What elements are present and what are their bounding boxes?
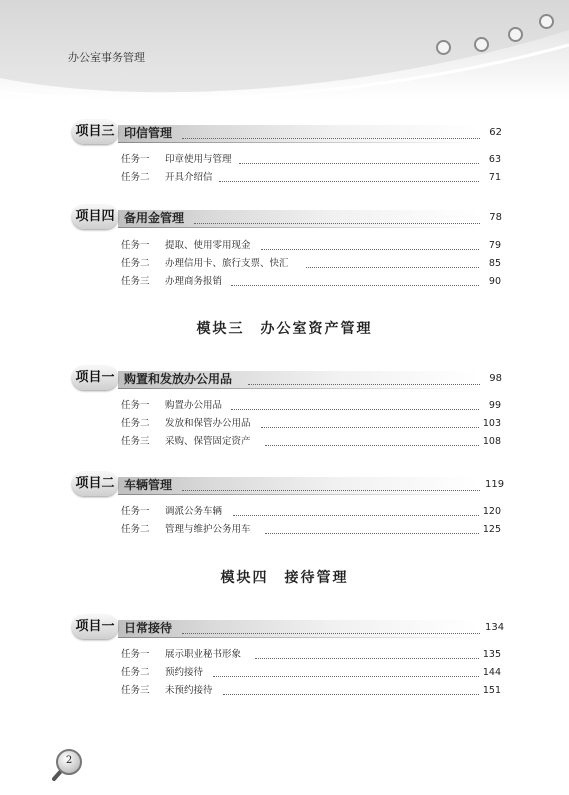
task-title: 印章使用与管理 — [165, 154, 232, 165]
task-page-number: 125 — [482, 524, 501, 535]
task-page-number: 79 — [488, 240, 501, 251]
task-page-number: 120 — [482, 506, 501, 517]
project-page-number: 62 — [489, 127, 502, 138]
task-number: 任务一 — [121, 154, 150, 165]
task-title: 采购、保管固定资产 — [165, 436, 251, 447]
task-title: 预约接待 — [165, 667, 204, 678]
dot-leader — [182, 621, 480, 634]
dot-leader — [261, 420, 479, 428]
page-number-badge — [52, 744, 90, 782]
toc-task-entry[interactable] — [121, 257, 501, 271]
toc-task-entry[interactable] — [121, 239, 501, 253]
decorative-circle-icon — [436, 40, 451, 55]
task-number: 任务一 — [121, 400, 150, 411]
task-number: 任务二 — [121, 667, 150, 678]
toc-task-entry[interactable] — [121, 417, 501, 431]
project-badge: 项目三 — [72, 120, 118, 144]
toc-task-entry[interactable] — [121, 275, 501, 289]
decorative-circle-icon — [508, 27, 523, 42]
project-title: 购置和发放办公用品 — [124, 372, 233, 386]
task-page-number: 63 — [488, 154, 501, 165]
toc-task-entry[interactable] — [121, 153, 501, 167]
task-page-number: 135 — [482, 649, 501, 660]
project-page-number: 119 — [485, 479, 505, 490]
task-title: 调派公务车辆 — [165, 506, 223, 517]
dot-leader — [194, 211, 480, 224]
project-title: 车辆管理 — [124, 478, 173, 492]
toc-task-entry[interactable] — [121, 505, 501, 519]
task-page-number: 103 — [482, 418, 501, 429]
toc-task-entry[interactable] — [121, 435, 501, 449]
project-heading[interactable] — [72, 366, 502, 396]
project-page-number: 98 — [489, 373, 502, 384]
project-badge: 项目二 — [72, 472, 118, 496]
dot-leader — [265, 526, 479, 534]
project-heading[interactable] — [72, 472, 505, 502]
task-number: 任务一 — [121, 240, 150, 251]
task-number: 任务三 — [121, 276, 150, 287]
dot-leader — [265, 438, 479, 446]
toc-task-entry[interactable] — [121, 399, 501, 413]
task-page-number: 108 — [482, 436, 501, 447]
module-heading: 模块四 接待管理 — [220, 570, 349, 586]
task-page-number: 144 — [482, 667, 501, 678]
divider — [118, 227, 478, 228]
project-heading[interactable] — [72, 615, 505, 645]
dot-leader — [239, 156, 479, 164]
dot-leader — [219, 174, 479, 182]
project-badge: 项目一 — [72, 366, 118, 390]
task-title: 购置办公用品 — [165, 400, 223, 411]
dot-leader — [213, 669, 479, 677]
task-number: 任务三 — [121, 436, 150, 447]
decorative-circle-icon — [474, 37, 489, 52]
dot-leader — [223, 687, 479, 695]
dot-leader — [248, 372, 480, 385]
running-title: 办公室事务管理 — [68, 51, 145, 64]
dot-leader — [231, 402, 479, 410]
dot-leader — [182, 126, 480, 139]
project-heading[interactable] — [72, 205, 502, 235]
module-heading: 模块三 办公室资产管理 — [196, 321, 373, 337]
task-title: 开具介绍信 — [165, 172, 213, 183]
task-title: 管理与维护公务用车 — [165, 524, 251, 535]
task-number: 任务一 — [121, 649, 150, 660]
divider — [118, 142, 478, 143]
task-page-number: 99 — [488, 400, 501, 411]
task-title: 展示职业秘书形象 — [165, 649, 242, 660]
task-title: 办理商务报销 — [165, 276, 223, 287]
task-title: 发放和保管办公用品 — [165, 418, 251, 429]
dot-leader — [306, 260, 479, 268]
toc-task-entry[interactable] — [121, 523, 501, 537]
dot-leader — [233, 508, 479, 516]
task-number: 任务二 — [121, 418, 150, 429]
task-title: 提取、使用零用现金 — [165, 240, 251, 251]
toc-task-entry[interactable] — [121, 666, 501, 680]
dot-leader — [255, 651, 479, 659]
task-number: 任务二 — [121, 258, 150, 269]
divider — [118, 637, 478, 638]
task-number: 任务三 — [121, 685, 150, 696]
task-page-number: 85 — [488, 258, 501, 269]
task-title: 未预约接待 — [165, 685, 213, 696]
task-page-number: 71 — [488, 172, 501, 183]
project-page-number: 78 — [489, 212, 502, 223]
project-title: 备用金管理 — [124, 211, 185, 225]
project-page-number: 134 — [485, 622, 505, 633]
task-number: 任务二 — [121, 172, 150, 183]
dot-leader — [231, 278, 479, 286]
toc-task-entry[interactable] — [121, 171, 501, 185]
task-title: 办理信用卡、旅行支票、快汇 — [165, 258, 289, 269]
project-badge: 项目一 — [72, 615, 118, 639]
page-number: 2 — [65, 755, 73, 766]
dot-leader — [261, 242, 479, 250]
task-number: 任务一 — [121, 506, 150, 517]
project-title: 印信管理 — [124, 126, 173, 140]
toc-task-entry[interactable] — [121, 684, 501, 698]
decorative-circle-icon — [539, 14, 554, 29]
task-number: 任务二 — [121, 524, 150, 535]
task-page-number: 151 — [482, 685, 501, 696]
divider — [118, 388, 478, 389]
divider — [118, 494, 478, 495]
toc-task-entry[interactable] — [121, 648, 501, 662]
dot-leader — [182, 478, 480, 491]
project-badge: 项目四 — [72, 205, 118, 229]
project-heading[interactable] — [72, 120, 502, 150]
task-page-number: 90 — [488, 276, 501, 287]
project-title: 日常接待 — [124, 621, 173, 635]
